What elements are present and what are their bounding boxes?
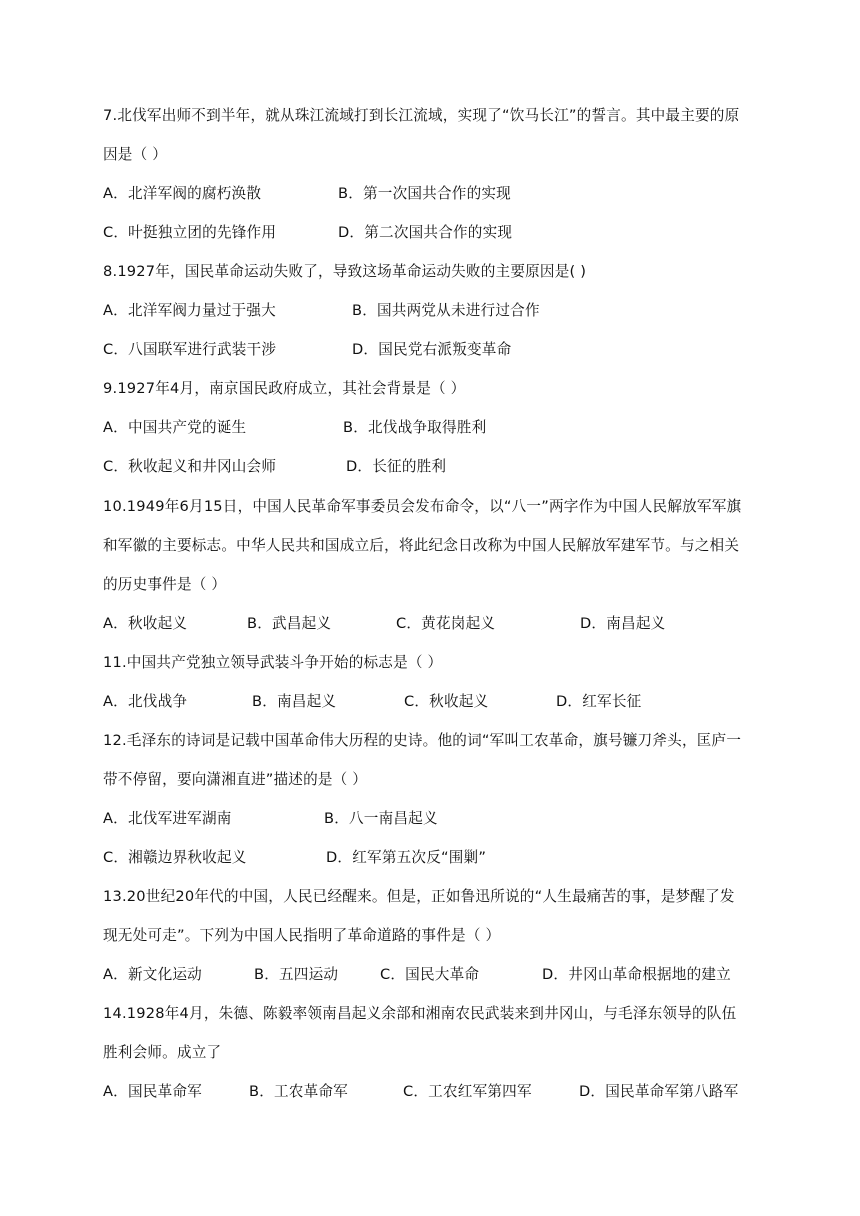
question-11-option-d: D．红军长征 [556,693,642,710]
question-13-option-c: C．国民大革命 [380,966,480,983]
question-10-option-c: C．黄花岗起义 [396,615,496,632]
question-7-option-d: D．第二次国共合作的实现 [338,224,513,241]
question-13-option-b: B．五四运动 [254,966,339,983]
question-14-option-b: B．工农革命军 [249,1083,348,1100]
question-13-stem-line-2: 现无处可走”。下列为中国人民指明了革命道路的事件是（ ） [103,927,501,944]
question-12-option-d: D．红军第五次反“围剿” [326,849,487,866]
question-8-stem-line-1: 8.1927年，国民革命运动失败了，导致这场革命运动失败的主要原因是( ) [103,263,587,280]
question-10-option-b: B．武昌起义 [247,615,332,632]
question-9-stem-line-1: 9.1927年4月，南京国民政府成立，其社会背景是（ ） [103,380,466,397]
question-10-stem-line-2: 和军徽的主要标志。中华人民共和国成立后，将此纪念日改称为中国人民解放军建军节。与之相关 [103,537,740,554]
question-11-option-a: A．北伐战争 [103,693,188,710]
question-8-option-d: D．国民党右派叛变革命 [352,341,512,358]
question-7-option-c: C．叶挺独立团的先锋作用 [103,224,277,241]
question-7-option-a: A．北洋军阀的腐朽涣散 [103,185,262,202]
question-12-option-c: C．湘赣边界秋收起义 [103,849,247,866]
question-14-option-d: D．国民革命军第八路军 [579,1083,739,1100]
question-9-option-d: D．长征的胜利 [346,458,447,475]
question-13-stem-line-1: 13.20世纪20年代的中国，人民已经醒来。但是，正如鲁迅所说的“人生最痛苦的事，是梦醒了发 [103,888,735,905]
question-8-option-c: C．八国联军进行武装干涉 [103,341,277,358]
question-10-stem-line-3: 的历史事件是（ ） [103,576,227,593]
question-10-option-a: A．秋收起义 [103,615,188,632]
question-9-option-b: B．北伐战争取得胜利 [343,419,487,436]
question-8-option-b: B．国共两党从未进行过合作 [352,302,540,319]
question-14-stem-line-1: 14.1928年4月，朱德、陈毅率领南昌起义余部和湘南农民武装来到井冈山，与毛泽东领导的队伍 [103,1005,737,1022]
question-12-option-a: A．北伐军进军湖南 [103,810,232,827]
question-12-stem-line-1: 12.毛泽东的诗词是记载中国革命伟大历程的史诗。他的词“军叫工农革命，旗号镰刀斧头，匡庐一 [103,732,742,749]
question-12-stem-line-2: 带不停留，要向潇湘直进”描述的是（ ） [103,771,368,788]
question-13-option-d: D．井冈山革命根据地的建立 [542,966,731,983]
question-14-stem-line-2: 胜利会师。成立了 [103,1044,222,1061]
question-13-option-a: A．新文化运动 [103,966,202,983]
question-9-option-c: C．秋收起义和井冈山会师 [103,458,277,475]
question-7-stem-line-1: 7.北伐军出师不到半年，就从珠江流域打到长江流域，实现了“饮马长江”的誓言。其中最主要的原 [103,107,740,124]
question-7-stem-line-2: 因是（ ） [103,146,168,163]
question-12-option-b: B．八一南昌起义 [324,810,438,827]
question-9-option-a: A．中国共产党的诞生 [103,419,247,436]
question-14-option-c: C．工农红军第四军 [403,1083,532,1100]
question-11-stem-line-1: 11.中国共产党独立领导武装斗争开始的标志是（ ） [103,654,443,671]
question-8-option-a: A．北洋军阀力量过于强大 [103,302,276,319]
question-11-option-c: C．秋收起义 [404,693,489,710]
question-14-option-a: A．国民革命军 [103,1083,202,1100]
question-11-option-b: B．南昌起义 [252,693,337,710]
question-7-option-b: B．第一次国共合作的实现 [338,185,511,202]
question-10-stem-line-1: 10.1949年6月15日，中国人民革命军事委员会发布命令，以“八一”两字作为中国人民解放军军旗 [103,498,742,515]
question-10-option-d: D．南昌起义 [580,615,666,632]
